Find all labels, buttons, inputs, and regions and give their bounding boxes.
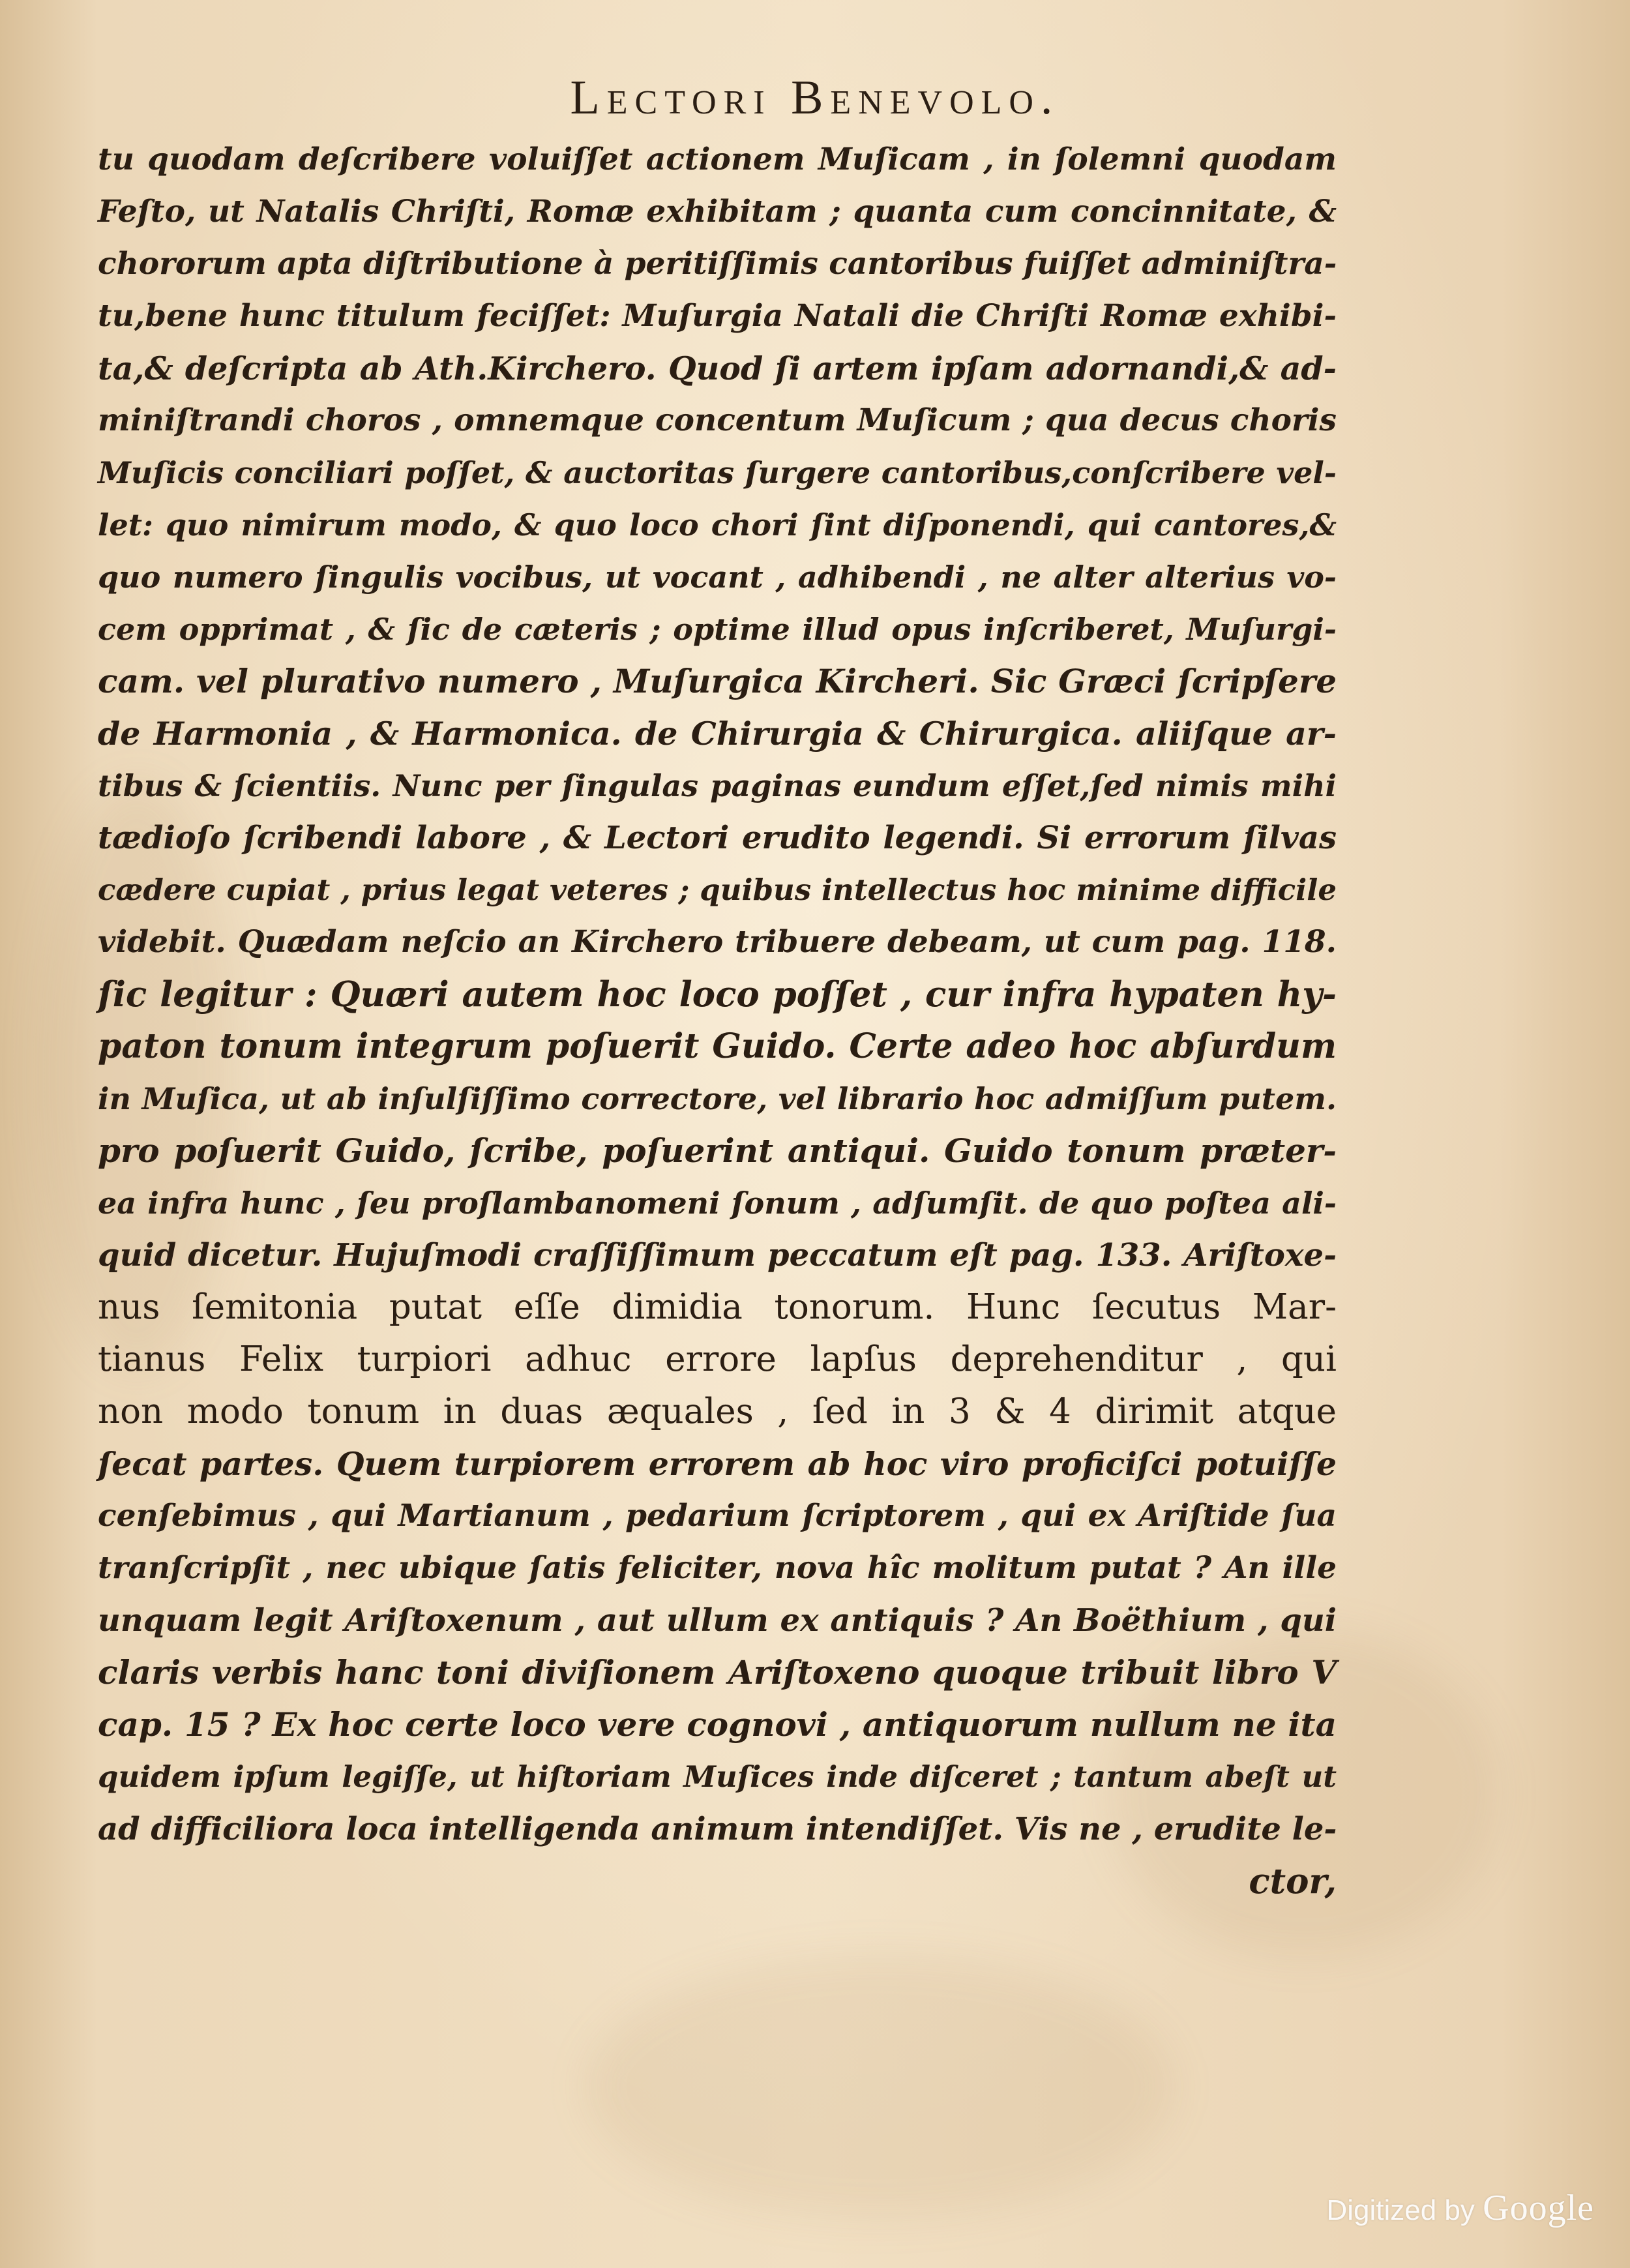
text-line: tædioſo ſcribendi labore , & Lectori erudito legendi. Si errorum ſilvas bbox=[98, 820, 1337, 856]
text-line: ad difficiliora loca intelligenda animum intendiſſet. Vis ne , erudite le- bbox=[98, 1811, 1337, 1847]
text-line: tu quodam deſcribere voluiſſet actionem Muſicam , in ſolemni quodam bbox=[98, 142, 1337, 177]
text-line: tranſcripſit , nec ubique ſatis feliciter, nova hîc molitum putat ? An ille bbox=[98, 1550, 1337, 1586]
google-logo-icon: Google bbox=[1483, 2188, 1594, 2228]
text-line: ta,& deſcripta ab Ath.Kirchero. Quod ſi artem ipſam adornandi,& ad- bbox=[98, 350, 1337, 387]
text-line: paton tonum integrum poſuerit Guido. Certe adeo hoc abſurdum bbox=[98, 1026, 1337, 1066]
text-line: tibus & ſcientiis. Nunc per ſingulas paginas eundum eſſet,ſed nimis mihi bbox=[98, 768, 1337, 803]
text-line: ſecat partes. Quem turpiorem errorem ab hoc viro proficiſci potuiſſe bbox=[98, 1445, 1337, 1483]
text-line: non modo tonum in duas æquales , ſed in 3 & 4 dirimit atque bbox=[98, 1392, 1337, 1431]
text-line: cam. vel plurativo numero , Muſurgica Kircheri. Sic Græci ſcripſere bbox=[98, 662, 1337, 700]
text-line: Feſto, ut Natalis Chriſti, Romæ exhibitam ; quanta cum concinnitate, & bbox=[98, 194, 1337, 230]
text-line: videbit. Quædam neſcio an Kirchero tribuere debeam, ut cum pag. 118. bbox=[98, 924, 1337, 960]
text-line: in Muſica, ut ab inſulſiſſimo correctore, vel librario hoc admiſſum putem. bbox=[98, 1081, 1337, 1116]
text-line: cenſebimus , qui Martianum , pedarium ſcriptorem , qui ex Ariſtide ſua bbox=[98, 1498, 1337, 1534]
text-line: Muſicis conciliari poſſet, & auctoritas ſurgere cantoribus,conſcribere vel- bbox=[98, 455, 1337, 490]
text-line: pro poſuerit Guido, ſcribe, poſuerint antiqui. Guido tonum præter- bbox=[98, 1131, 1337, 1170]
text-line: tianus Felix turpiori adhuc errore lapſus deprehenditur , qui bbox=[98, 1339, 1337, 1379]
text-line: tu,bene hunc titulum feciſſet: Muſurgia Natali die Chriſti Romæ exhibi- bbox=[98, 298, 1337, 334]
watermark-prefix: Digitized by bbox=[1326, 2194, 1475, 2226]
paper-stain bbox=[587, 1956, 1174, 2217]
text-line: quid dicetur. Hujuſmodi craſſiſſimum peccatum eſt pag. 133. Ariſtoxe- bbox=[98, 1237, 1337, 1274]
text-line: miniſtrandi choros , omnemque concentum Muſicum ; qua decus choris bbox=[98, 402, 1337, 438]
text-line: unquam legit Ariſtoxenum , aut ullum ex antiquis ? An Boëthium , qui bbox=[98, 1602, 1337, 1639]
text-line: claris verbis hanc toni diviſionem Ariſtoxeno quoque tribuit libro V bbox=[98, 1653, 1337, 1692]
running-head: Lectori Benevolo. bbox=[570, 71, 1060, 125]
text-line: cem opprimat , & ſic de cæteris ; optime illud opus inſcriberet, Muſurgi- bbox=[98, 612, 1337, 647]
text-line: quo numero ſingulis vocibus, ut vocant , adhibendi , ne alter alterius vo- bbox=[98, 560, 1337, 595]
text-line: let: quo nimirum modo, & quo loco chori ſint diſponendi, qui cantores,& bbox=[98, 507, 1337, 543]
text-line: nus ſemitonia putat eſſe dimidia tonorum. Hunc ſecutus Mar- bbox=[98, 1287, 1337, 1327]
digitized-watermark bbox=[1326, 2187, 1594, 2229]
text-line: ctor, bbox=[1249, 1861, 1337, 1902]
text-line: ſic legitur : Quæri autem hoc loco poſſet , cur infra hypaten hy- bbox=[98, 974, 1337, 1015]
text-line: ea infra hunc , ſeu proſlambanomeni ſonum , adſumſit. de quo poſtea ali- bbox=[98, 1186, 1337, 1221]
body-text bbox=[98, 134, 1337, 1907]
text-line: de Harmonia , & Harmonica. de Chirurgia & Chirurgica. aliiſque ar- bbox=[98, 715, 1337, 753]
text-line: cap. 15 ? Ex hoc certe loco vere cognovi , antiquorum nullum ne ita bbox=[98, 1705, 1337, 1744]
text-line: chororum apta diſtributione à peritiſſimis cantoribus fuiſſet adminiſtra- bbox=[98, 246, 1337, 282]
text-line: cædere cupiat , prius legat veteres ; quibus intellectus hoc minime difficile bbox=[98, 873, 1337, 907]
text-line: quidem ipſum legiſſe, ut hiſtoriam Muſices inde diſceret ; tantum abeſt ut bbox=[98, 1759, 1337, 1794]
